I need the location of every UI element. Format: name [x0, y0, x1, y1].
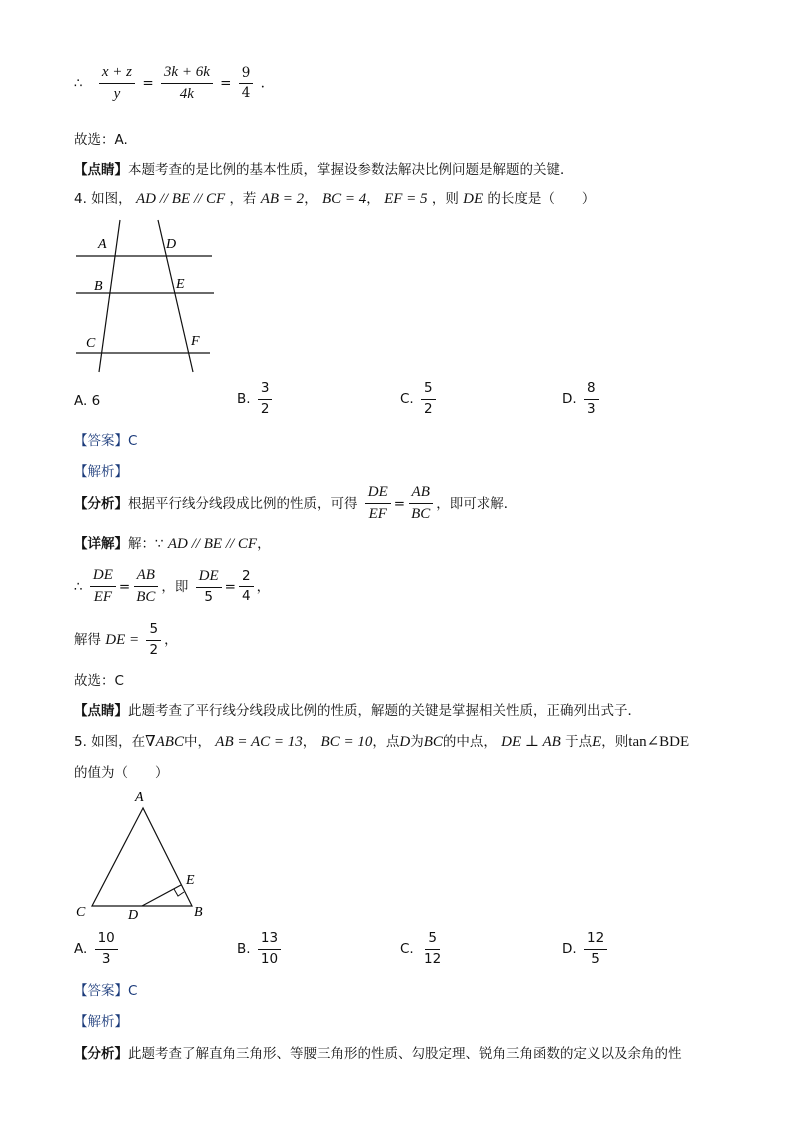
label-c: C [76, 905, 86, 920]
therefore-symbol: ∴ [74, 75, 83, 92]
label-a: A [135, 790, 144, 805]
q4-analysis-title: 【解析】 [74, 464, 128, 480]
q4-fenxi: 【分析】根据平行线分线段成比例的性质，可得 $\frac{DE}{EF}$ = $\frac{AB}{BC}$ ，即可求解． [74, 484, 518, 523]
q5-fenxi: 【分析】此题考查了解直角三角形、等腰三角形的性质、勾股定理、锐角三角函数的定义以及余角的性 [74, 1046, 682, 1062]
top-equation: ∴ $\frac{x + z}{y}$ = $\frac{3k + 6k}{4k}$ = $\frac{9}{4}$ . [74, 64, 265, 103]
parallel-lines-figure [70, 214, 230, 379]
question-5: 5. 如图，在∇ABC中， AB = AC = 13， BC = 10，点D为BC的中点， DE ⊥ AB 于点E，则tan∠BDE [74, 734, 690, 750]
label-e: E [176, 277, 185, 292]
label-f: F [191, 334, 200, 349]
q5-option-d[interactable]: D. $\frac{12}{5}$ [562, 931, 610, 967]
segment-de [142, 885, 181, 906]
q4-step2: ∴ $\frac{DE}{EF}$ = $\frac{AB}{BC}$ ，即 $\frac{DE}{5}$ = $\frac{2}{4}$ ， [74, 567, 271, 606]
question-5-line2: 的值为（ ） [74, 765, 169, 781]
label-c: C [86, 336, 96, 351]
label-d: D [128, 908, 139, 923]
label-b: B [94, 279, 103, 294]
q4-xiangjie: 【详解】解：∵ AD // BE // CF， [74, 536, 271, 552]
fraction: $\frac{9}{4}$ [239, 66, 254, 102]
right-angle-mark [174, 889, 184, 896]
triangle-abc [92, 808, 192, 906]
answer-line: 故选：A. [74, 132, 128, 148]
q4-step3: 解得 DE = $\frac{5}{2}$ ， [74, 621, 178, 658]
comment-line: 【点睛】本题考查的是比例的基本性质，掌握设参数法解决比例问题是解题的关键． [74, 162, 574, 178]
q4-option-a[interactable]: A. 6 [74, 393, 101, 409]
question-4: 4. 如图， AD // BE // CF ，若 AB = 2， BC = 4， EF = 5 ，则 DE 的长度是（ ） [74, 191, 596, 207]
label-a: A [98, 237, 107, 252]
q4-option-b[interactable]: B. $\frac{3}{2}$ [237, 381, 275, 417]
q5-analysis-title: 【解析】 [74, 1014, 128, 1030]
triangle-figure [70, 786, 210, 924]
label-b: B [194, 905, 203, 920]
label-d: D [166, 237, 177, 252]
q5-option-c[interactable]: C. $\frac{5}{12}$ [400, 930, 442, 967]
q4-answer: 【答案】C [74, 433, 138, 449]
q4-option-c[interactable]: C. $\frac{5}{2}$ [400, 381, 439, 417]
q4-option-d[interactable]: D. $\frac{8}{3}$ [562, 381, 602, 417]
q5-option-a[interactable]: A. $\frac{10}{3}$ [74, 931, 121, 967]
label-e: E [186, 873, 195, 888]
q5-answer: 【答案】C [74, 983, 138, 999]
q5-option-b[interactable]: B. $\frac{13}{10}$ [237, 931, 284, 967]
q4-choose: 故选：C [74, 673, 124, 689]
q4-comment: 【点睛】此题考查了平行线分线段成比例的性质，解题的关键是掌握相关性质，正确列出式子． [74, 703, 641, 719]
fraction: $\frac{3k + 6k}{4k}$ [161, 64, 213, 104]
fraction: $\frac{x + z}{y}$ [99, 64, 135, 104]
